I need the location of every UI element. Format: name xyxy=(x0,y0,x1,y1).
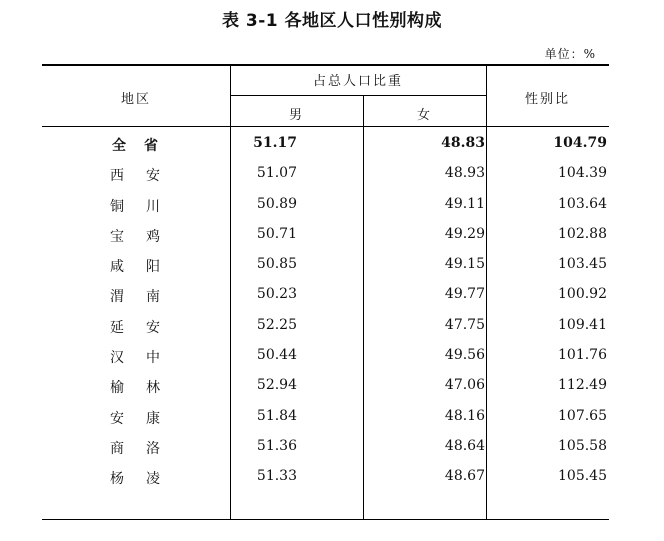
cell-region: 商洛 xyxy=(110,440,160,457)
table-row xyxy=(42,435,609,465)
cell-male: 51.07 xyxy=(256,165,297,182)
header-population-share: 占总人口比重 xyxy=(312,74,403,89)
cell-male: 50.71 xyxy=(256,225,297,242)
cell-female: 49.11 xyxy=(444,195,485,212)
cell-region: 延安 xyxy=(110,319,160,336)
cell-female: 48.64 xyxy=(444,437,485,454)
table-row xyxy=(42,193,609,223)
cell-sex-ratio: 103.64 xyxy=(558,195,607,212)
table-top-rule xyxy=(42,64,609,66)
cell-sex-ratio: 101.76 xyxy=(558,347,607,364)
cell-sex-ratio: 104.79 xyxy=(553,135,607,151)
unit-label: 单位：% xyxy=(544,47,596,61)
cell-male: 52.25 xyxy=(256,316,297,333)
cell-region: 汉中 xyxy=(110,350,160,367)
cell-region: 杨凌 xyxy=(110,471,160,488)
table-row xyxy=(42,314,609,344)
cell-sex-ratio: 104.39 xyxy=(558,165,607,182)
cell-region: 宝鸡 xyxy=(110,228,160,245)
cell-male: 51.33 xyxy=(256,468,297,485)
cell-male: 50.44 xyxy=(256,347,297,364)
cell-sex-ratio: 100.92 xyxy=(558,286,607,303)
cell-female: 49.56 xyxy=(444,347,485,364)
cell-sex-ratio: 109.41 xyxy=(558,316,607,333)
header-sex-ratio: 性别比 xyxy=(524,92,570,107)
table-row xyxy=(42,253,609,283)
cell-female: 48.16 xyxy=(444,407,485,424)
table-row xyxy=(42,283,609,313)
cell-male: 52.94 xyxy=(256,377,297,394)
cell-sex-ratio: 103.45 xyxy=(558,256,607,273)
cell-male: 51.17 xyxy=(253,135,297,151)
cell-female: 48.67 xyxy=(444,468,485,485)
header-region: 地区 xyxy=(120,92,151,107)
cell-male: 51.84 xyxy=(256,407,297,424)
table-row xyxy=(42,132,609,162)
table-row xyxy=(42,405,609,435)
cell-region: 榆林 xyxy=(110,380,160,397)
subheader-rule xyxy=(230,95,486,96)
cell-region: 渭南 xyxy=(110,289,160,306)
header-male: 男 xyxy=(288,108,304,123)
cell-sex-ratio: 105.45 xyxy=(558,468,607,485)
cell-female: 47.75 xyxy=(444,316,485,333)
cell-female: 47.06 xyxy=(444,377,485,394)
cell-female: 48.83 xyxy=(441,135,485,151)
cell-sex-ratio: 102.88 xyxy=(558,225,607,242)
cell-region: 铜川 xyxy=(110,198,160,215)
cell-male: 51.36 xyxy=(256,437,297,454)
cell-region: 全省 xyxy=(112,138,158,154)
cell-region: 西安 xyxy=(110,168,160,185)
cell-female: 49.29 xyxy=(444,225,485,242)
table-row xyxy=(42,465,609,495)
cell-female: 49.15 xyxy=(444,256,485,273)
table-row xyxy=(42,344,609,374)
cell-female: 49.77 xyxy=(444,286,485,303)
header-female: 女 xyxy=(416,108,432,123)
cell-sex-ratio: 112.49 xyxy=(558,377,607,394)
cell-male: 50.89 xyxy=(256,195,297,212)
cell-male: 50.85 xyxy=(256,256,297,273)
table-row xyxy=(42,374,609,404)
table-bottom-rule xyxy=(42,519,609,520)
sex-structure-table xyxy=(42,64,609,520)
table-body xyxy=(42,132,609,496)
cell-female: 48.93 xyxy=(444,165,485,182)
header-bottom-rule xyxy=(42,126,609,127)
cell-sex-ratio: 105.58 xyxy=(558,437,607,454)
table-title: 表 3-1 各地区人口性别构成 xyxy=(221,11,443,31)
cell-region: 咸阳 xyxy=(110,259,160,276)
table-row xyxy=(42,162,609,192)
cell-male: 50.23 xyxy=(256,286,297,303)
cell-sex-ratio: 107.65 xyxy=(558,407,607,424)
cell-region: 安康 xyxy=(110,410,160,427)
table-row xyxy=(42,223,609,253)
